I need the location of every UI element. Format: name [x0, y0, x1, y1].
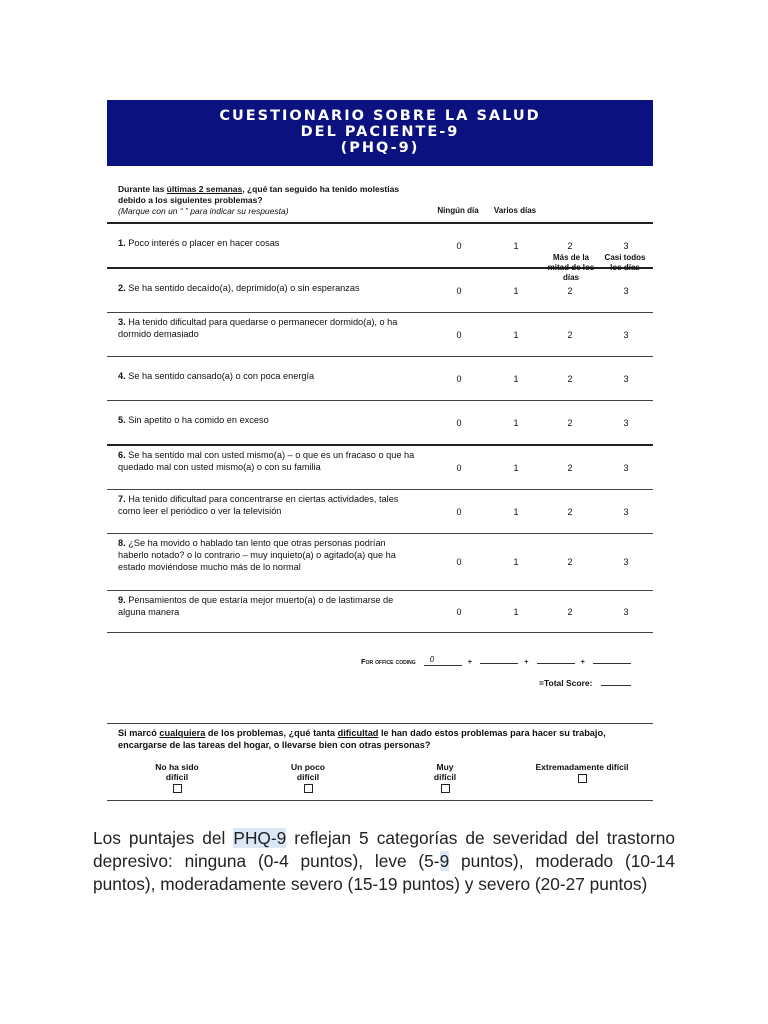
item-row: [107, 534, 653, 590]
score-option[interactable]: 2: [567, 374, 573, 384]
score-option[interactable]: 2: [567, 241, 573, 251]
score-option[interactable]: 1: [513, 374, 519, 384]
score-option[interactable]: 3: [623, 557, 629, 567]
item-row: [107, 357, 653, 400]
item-text: 9. Pensamientos de que estaría mejor muerto(a) o de lastimarse de alguna manera: [118, 595, 394, 617]
score-option[interactable]: 0: [456, 374, 462, 384]
coding-first-value: 0: [429, 655, 435, 664]
score-option[interactable]: 3: [623, 374, 629, 384]
score-option[interactable]: 1: [513, 507, 519, 517]
checkbox[interactable]: [578, 774, 587, 783]
column-header-2: Más de la mitad de los días: [547, 253, 595, 282]
score-option[interactable]: 2: [567, 557, 573, 567]
item-text: 1. Poco interés o placer en hacer cosas: [118, 238, 280, 248]
difficulty-option-3[interactable]: Extremadamente difícil: [527, 762, 637, 785]
item-row: [107, 269, 653, 312]
score-option[interactable]: 3: [623, 286, 629, 296]
item-row: [107, 591, 653, 632]
score-option[interactable]: 3: [623, 418, 629, 428]
score-option[interactable]: 1: [513, 241, 519, 251]
title-line-2: DEL PACIENTE-9: [300, 124, 460, 140]
checkbox[interactable]: [173, 784, 182, 793]
title-line-1: CUESTIONARIO SOBRE LA SALUD: [219, 108, 541, 124]
item-text: 4. Se ha sentido cansado(a) o con poca energía: [118, 371, 315, 381]
checkbox[interactable]: [304, 784, 313, 793]
score-option[interactable]: 0: [456, 507, 462, 517]
score-option[interactable]: 0: [456, 557, 462, 567]
score-option[interactable]: 0: [456, 241, 462, 251]
item-text: 8. ¿Se ha movido o hablado tan lento que otras personas podrían haberlo notado? o lo contrario – muy inquieto(a) o agitado(a) que ha estado moviéndose mucho más de lo normal: [118, 538, 396, 572]
highlight-phq9: PHQ-9: [233, 828, 287, 848]
column-header-1: Varios días: [493, 206, 537, 215]
header-underlined-period: últimas 2 semanas: [166, 184, 243, 194]
item-text: 5. Sin apetito o ha comido en exceso: [118, 415, 269, 425]
checkbox[interactable]: [441, 784, 450, 793]
total-score-label: =Total Score:: [539, 678, 593, 688]
score-option[interactable]: 2: [567, 330, 573, 340]
phq9-form: [107, 100, 653, 801]
score-option[interactable]: 1: [513, 557, 519, 567]
difficulty-question: Si marcó cualquiera de los problemas, ¿qué tanta dificultad le han dado estos problemas para hacer su trabajo, encargarse de las tareas del hogar, o llevarse bien con otras personas?: [118, 728, 606, 750]
score-option[interactable]: 1: [513, 463, 519, 473]
item-text: 6. Se ha sentido mal con usted mismo(a) – o que es un fracaso o que ha quedado mal con usted mismo(a) o con su familia: [118, 450, 415, 472]
office-coding-line: For office coding 0 + + +: [361, 655, 637, 666]
office-coding-label: For office coding: [361, 657, 416, 666]
header-instruction: (Marque con un “ ” para indicar su respuesta): [118, 206, 289, 216]
item-row: [107, 446, 653, 489]
score-option[interactable]: 1: [513, 330, 519, 340]
total-score-line: [539, 677, 637, 688]
score-option[interactable]: 0: [456, 286, 462, 296]
score-option[interactable]: 0: [456, 330, 462, 340]
bottom-divider: [107, 800, 653, 801]
score-option[interactable]: 2: [567, 418, 573, 428]
item-text: 2. Se ha sentido decaído(a), deprimido(a) o sin esperanzas: [118, 283, 360, 293]
score-option[interactable]: 1: [513, 418, 519, 428]
score-option[interactable]: 3: [623, 463, 629, 473]
score-option[interactable]: 1: [513, 607, 519, 617]
item-row: [107, 490, 653, 533]
score-option[interactable]: 3: [623, 330, 629, 340]
score-option[interactable]: 2: [567, 286, 573, 296]
title-line-3: (PHQ-9): [340, 140, 420, 156]
score-option[interactable]: 3: [623, 241, 629, 251]
score-option[interactable]: 2: [567, 607, 573, 617]
item-text: 3. Ha tenido dificultad para quedarse o permanecer dormido(a), o ha dormido demasiado: [118, 317, 398, 339]
item-text: 7. Ha tenido dificultad para concentrarse en ciertas actividades, tales como leer el periódico o ver la televisión: [118, 494, 399, 516]
score-option[interactable]: 2: [567, 507, 573, 517]
score-option[interactable]: 1: [513, 286, 519, 296]
difficulty-option-2[interactable]: Muy difícil: [415, 762, 475, 795]
column-header-0: Ningún día: [437, 206, 479, 215]
score-option[interactable]: 0: [456, 607, 462, 617]
form-title-banner: [107, 100, 653, 166]
difficulty-option-1[interactable]: Un poco difícil: [273, 762, 343, 795]
score-option[interactable]: 3: [623, 607, 629, 617]
column-header-3: Casi todos los días: [604, 253, 646, 272]
highlight-9: 9: [439, 851, 450, 871]
score-option[interactable]: 0: [456, 463, 462, 473]
score-option[interactable]: 0: [456, 418, 462, 428]
item-row: [107, 224, 653, 267]
score-option[interactable]: 2: [567, 463, 573, 473]
items-table: [107, 222, 653, 633]
score-option[interactable]: 3: [623, 507, 629, 517]
header-question: Durante las últimas 2 semanas, ¿qué tan seguido ha tenido molestias debido a los siguientes problemas? (Marque con un “ ” para indicar su respuesta): [118, 184, 400, 216]
difficulty-option-0[interactable]: No ha sido difícil: [137, 762, 217, 795]
item-row: [107, 401, 653, 444]
office-coding: [107, 633, 653, 723]
item-row: [107, 313, 653, 356]
difficulty-section: [107, 724, 653, 800]
severity-paragraph: Los puntajes del PHQ-9 reflejan 5 categorías de severidad del trastorno depresivo: ninguna (0-4 puntos), leve (5-9 puntos), moderado (10-14 puntos), moderadamente severo (15-19 puntos) y severo (20-27 puntos): [93, 828, 675, 894]
